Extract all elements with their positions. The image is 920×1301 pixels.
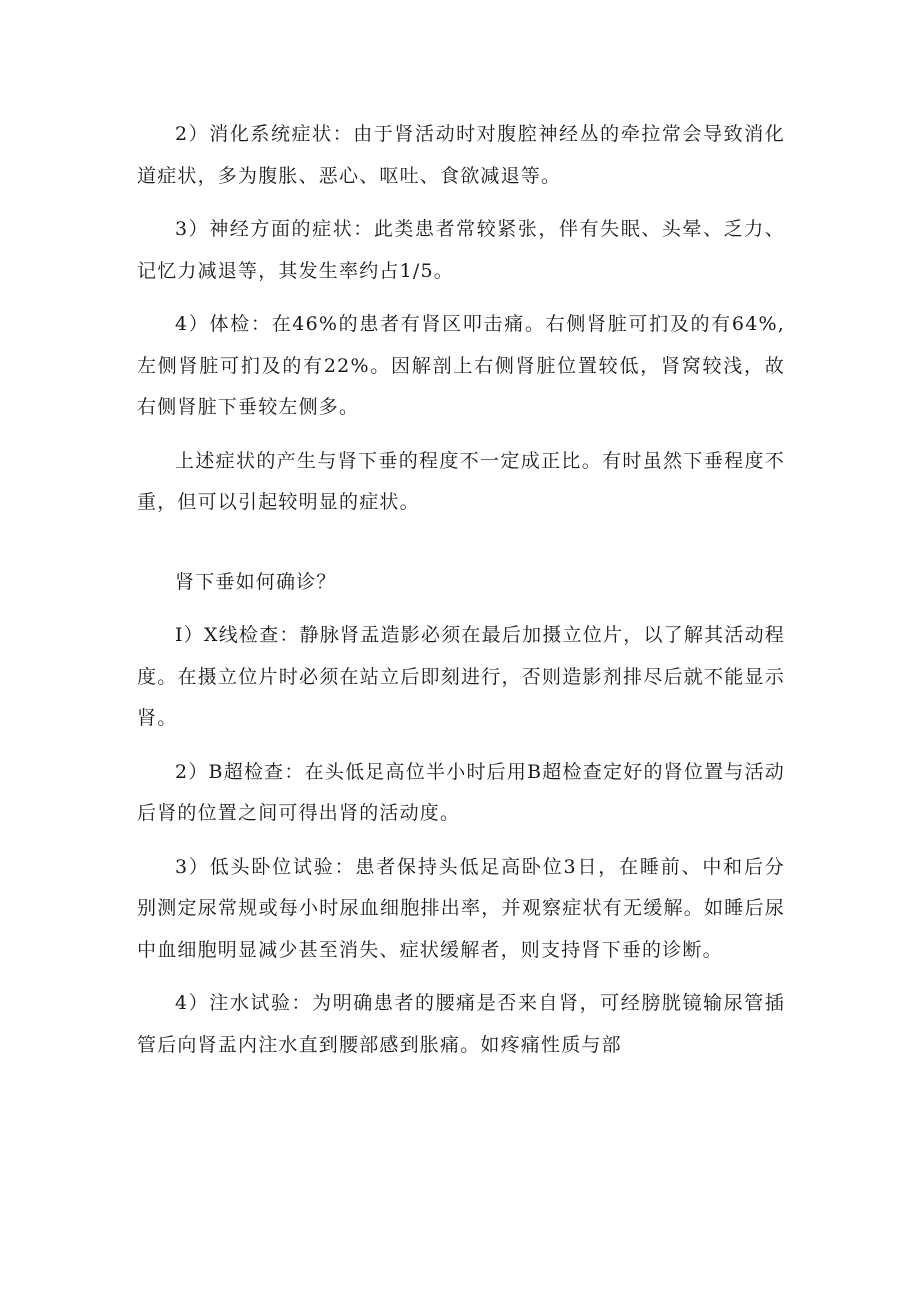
paragraph-digestive-symptoms: 2）消化系统症状：由于肾活动时对腹腔神经丛的牵拉常会导致消化道症状，多为腹胀、恶心、呕吐、食欲减退等。 <box>137 123 785 187</box>
section-heading-diagnosis: 肾下垂如何确诊？ <box>175 570 337 593</box>
document-page <box>137 114 785 1078</box>
paragraph-water-injection-test: 4）注水试验：为明确患者的腰痛是否来自肾，可经膀胱镜输尿管插管后向肾盂内注水直到腰部感到胀痛。如疼痛性质与部 <box>137 992 785 1056</box>
paragraph-summary: 上述症状的产生与肾下垂的程度不一定成正比。有时虽然下垂程度不重，但可以引起较明显的症状。 <box>137 449 785 513</box>
paragraph-neurological-symptoms: 3）神经方面的症状：此类患者常较紧张，伴有失眠、头晕、乏力、记忆力减退等，其发生率约占1/5。 <box>137 218 785 282</box>
paragraph-physical-exam: 4）体检：在46%的患者有肾区叩击痛。右侧肾脏可扪及的有64%,左侧肾脏可扪及的有22%。因解剖上右侧肾脏位置较低，肾窝较浅，故右侧肾脏下垂较左侧多。 <box>137 313 785 418</box>
paragraph-xray-exam: I）X线检查：静脉肾盂造影必须在最后加摄立位片，以了解其活动程度。在摄立位片时必须在站立后即刻进行，否则造影剂排尽后就不能显示肾。 <box>137 624 785 729</box>
paragraph-ultrasound-exam: 2）B超检查：在头低足高位半小时后用B超检查定好的肾位置与活动后肾的位置之间可得出肾的活动度。 <box>137 760 785 824</box>
paragraph-head-down-test: 3）低头卧位试验：患者保持头低足高卧位3日，在睡前、中和后分别测定尿常规或每小时尿血细胞排出率，并观察症状有无缓解。如睡后尿中血细胞明显减少甚至消失、症状缓解者，则支持肾下垂的诊断。 <box>137 855 785 961</box>
